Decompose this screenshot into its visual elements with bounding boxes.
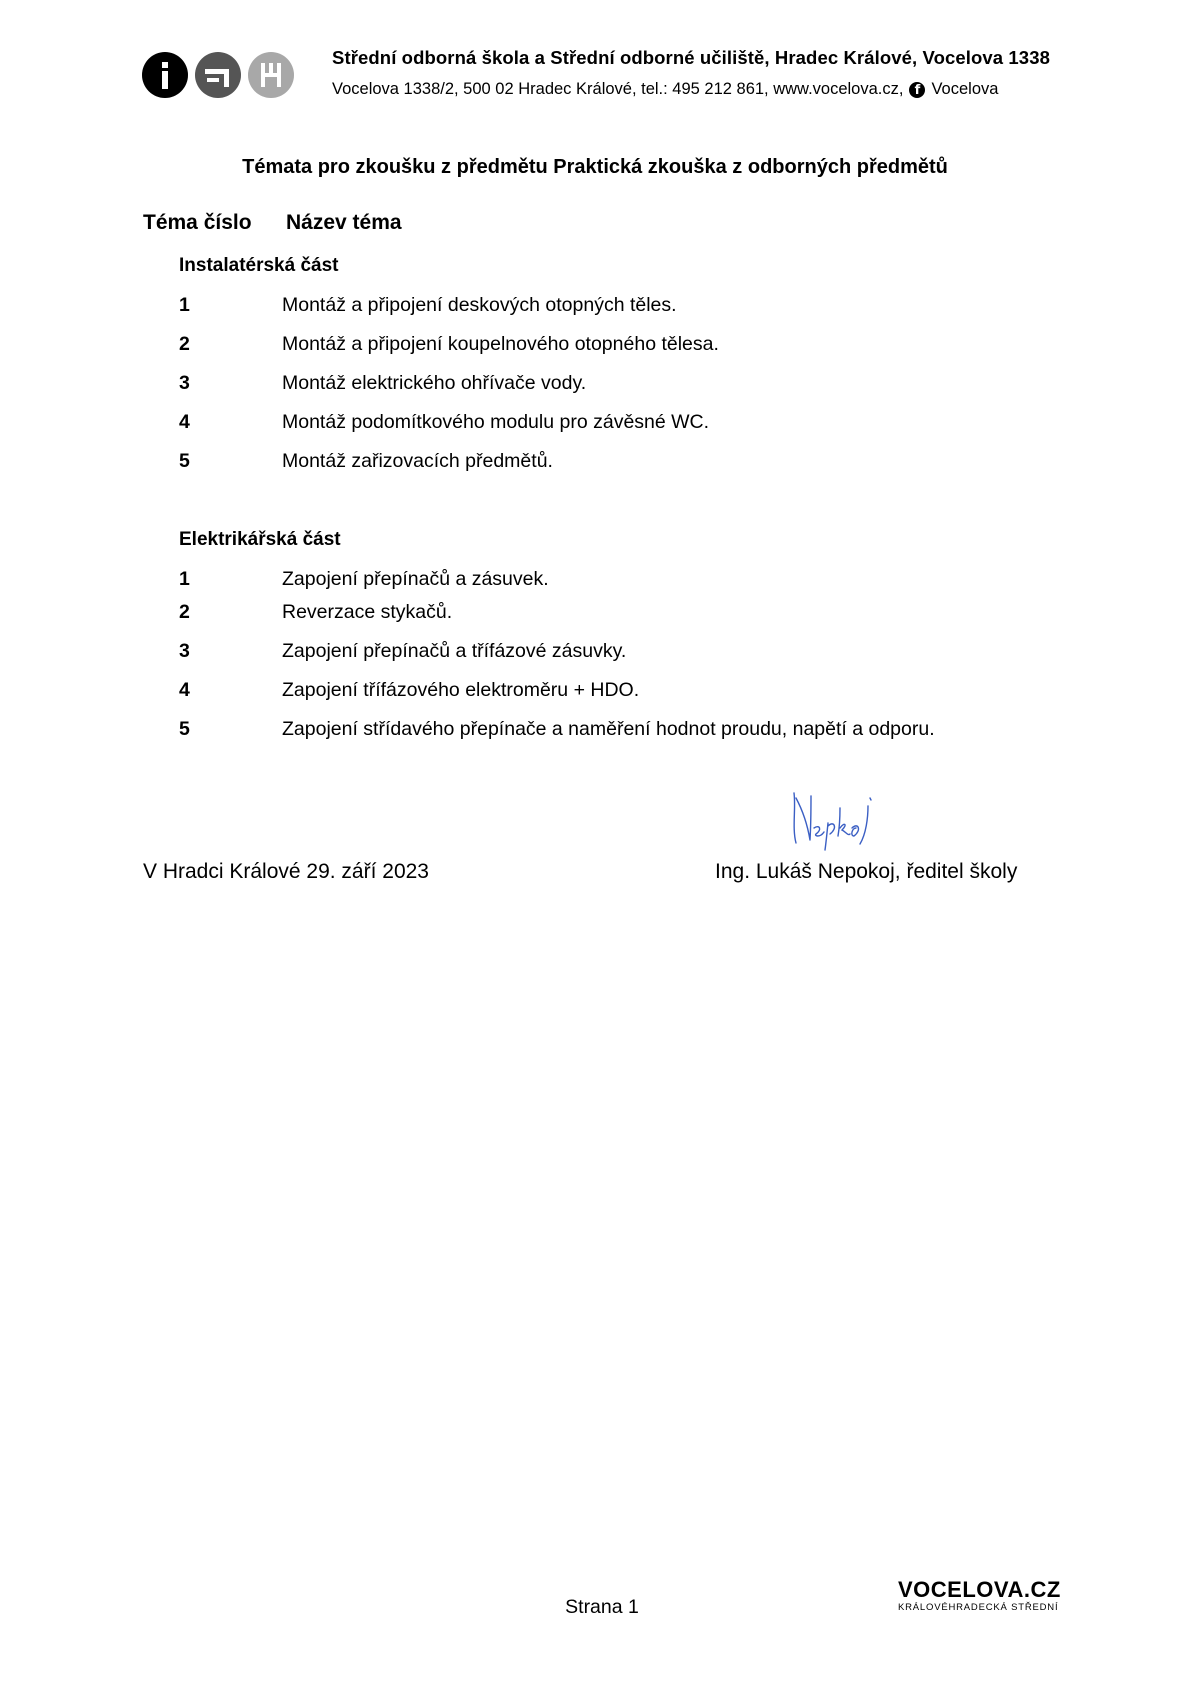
topic-row — [179, 294, 1079, 320]
topic-row — [179, 640, 1079, 666]
topic-row — [179, 601, 1079, 627]
topic-number: 1 — [179, 294, 190, 316]
document-title: Témata pro zkoušku z předmětu Praktická zkouška z odborných předmětů — [242, 156, 948, 178]
page-number: Strana 1 — [565, 1596, 639, 1618]
topic-number: 2 — [179, 333, 190, 355]
logo-plug-icon — [248, 52, 294, 98]
brand-tagline: KRÁLOVÉHRADECKÁ STŘEDNÍ — [898, 1602, 1059, 1613]
topic-row — [179, 679, 1079, 705]
school-logos — [142, 52, 294, 102]
section-title-plumbing: Instalatérská část — [179, 255, 339, 276]
topic-row — [179, 333, 1079, 359]
topic-name: Montáž elektrického ohřívače vody. — [282, 372, 587, 394]
topic-name: Montáž zařizovacích předmětů. — [282, 450, 553, 472]
signatory-name: Ing. Lukáš Nepokoj, ředitel školy — [715, 860, 1018, 883]
logo-info-icon — [142, 52, 188, 98]
topic-row — [179, 372, 1079, 398]
topic-name: Zapojení třífázového elektroměru + HDO. — [282, 679, 640, 701]
topic-name: Montáž podomítkového modulu pro závěsné WC. — [282, 411, 710, 433]
topic-row — [179, 718, 1079, 744]
topic-row — [179, 411, 1079, 437]
topic-number: 3 — [179, 640, 190, 662]
topic-name: Zapojení přepínačů a zásuvek. — [282, 568, 549, 590]
column-header-number: Téma číslo — [143, 211, 252, 234]
director-signature — [784, 778, 884, 853]
topic-name: Montáž a připojení koupelnového otopného tělesa. — [282, 333, 719, 355]
topic-number: 3 — [179, 372, 190, 394]
topic-number: 5 — [179, 450, 190, 472]
facebook-icon: f — [909, 82, 925, 98]
brand-name: VOCELOVA.CZ — [898, 1577, 1061, 1602]
topic-number: 1 — [179, 568, 190, 590]
topic-number: 5 — [179, 718, 190, 740]
brand-logo — [898, 1577, 1061, 1614]
topic-row — [179, 450, 1079, 476]
topic-row — [179, 568, 1079, 594]
logo-pipe-icon — [195, 52, 241, 98]
topic-number: 4 — [179, 679, 190, 701]
section-title-electrical: Elektrikářská část — [179, 529, 341, 550]
topic-number: 4 — [179, 411, 190, 433]
column-header-name: Název téma — [286, 211, 402, 234]
topic-name: Montáž a připojení deskových otopných těles. — [282, 294, 677, 316]
facebook-label: Vocelova — [931, 80, 999, 98]
contact-text: Vocelova 1338/2, 500 02 Hradec Králové, tel.: 495 212 861, www.vocelova.cz, — [332, 80, 904, 98]
topic-name: Zapojení přepínačů a třífázové zásuvky. — [282, 640, 627, 662]
topic-name: Zapojení střídavého přepínače a naměření hodnot proudu, napětí a odporu. — [282, 718, 935, 740]
place-and-date: V Hradci Králové 29. září 2023 — [143, 860, 429, 883]
topic-name: Reverzace stykačů. — [282, 601, 453, 623]
school-name: Střední odborná škola a Střední odborné učiliště, Hradec Králové, Vocelova 1338 — [332, 47, 1050, 68]
school-contact — [332, 80, 1062, 99]
topic-number: 2 — [179, 601, 190, 623]
